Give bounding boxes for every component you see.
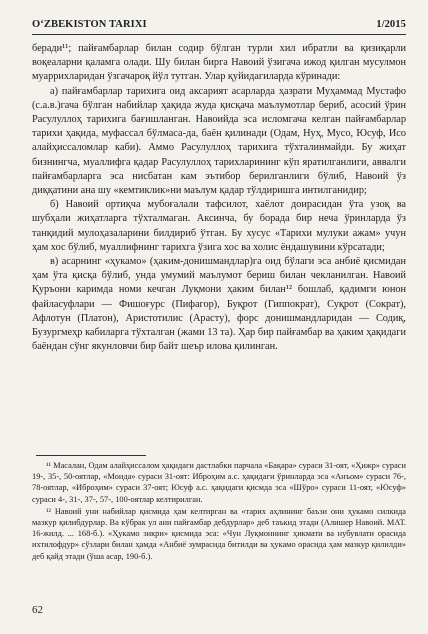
issue-number: 1/2015	[376, 19, 406, 30]
paragraph-a: а) пайғамбарлар тарихига оид аксарият асарларда ҳазрати Муҳаммад Мустафо (с.а.в.)гача бўлган набийлар ҳақида жуда қисқача маълумотлар бериб, асосий ўрин Расулуллоҳ тарихига бағишланган. Навоийда эса исломгача келган пайғамбарлар тарихи ҳақида, муфассал бўлмаса-да, баён қилинади (Одам, Нуҳ, Мусо, Юсуф, Исо алайҳиссаломлар каби). Аммо Расулуллоҳ тарихига тўхталинмайди. Бу жиҳат бизнингча, муаллифга қадар Расулуллоҳ тарихларининг кўп яратилганлиги, аввалги пайғамбарларга эса нисбатан кам эътибор берилганлиги бўлиб, Навоий ўз диққатини ана шу «кемтиклик»ни маълум қадар тўлдиришга интилганидир;	[32, 85, 406, 197]
running-header	[32, 18, 406, 35]
paragraph-b: б) Навоий ортиқча мубоғалали тафсилот, хаёлот доирасидан ўта узоқ ва шубҳали жиҳатларга тўхталмаган. Аксинча, бу борада бир неча ўринларда ўз танқидий мулоҳазаларини билдириб ўтган. Бу хусус «Тарихи мулуки ажам» учун ҳам хос бўлиб, муаллифнинг тарихга ўзига хос ва холис ёндашувини кўрсатади;	[32, 199, 406, 253]
page-number: 62	[32, 604, 43, 616]
main-text	[32, 42, 406, 354]
paragraph-1: беради¹¹; пайғамбарлар билан содир бўлган турли хил ибратли ва қизиқарли воқеаларни қаламга олади. Шу билан бирга Навоий ўзигача ижод қилган мусулмон муаррихларидан ўзгачароқ йўл тутган. Улар қуйидагиларда кўринади:	[32, 43, 406, 83]
footnotes	[32, 460, 406, 563]
journal-title: O‘ZBEKISTON TARIXI	[32, 19, 147, 30]
paragraph-v: в) асарнинг «ҳукамо» (ҳаким-донишмандлар)га оид бўлаги эса анбиё қисмидан ҳам ўта қисқа бўлиб, унда умумий маълумот бериш билан чекланилган. Навоий Қуръони каримда номи кечган Луқмони ҳаким билан¹² бошлаб, қадимги юнон файласуфлари — Фишоғурс (Пифагор), Буқрот (Гиппократ), Суқрот (Сократ), Афлотун (Платон), Аристотилис (Арасту), форс донишмандларидан — Содиқ, Бузургмеҳр кабиларга тўхталган (жами 13 та). Ҳар бир пайғамбар ва ҳаким ҳақидаги баёндан сўнг якунловчи бир байт шеър илова қилинган.	[32, 256, 406, 353]
footnote-12: ¹² Навоий уни набийлар қисмида ҳам келтирган ва «тарих аҳлининг баъзи они ҳукамо силкида мазкур қилибдурлар. Ва кўбрак ул ани пайғамбар дебдурлар» деб таъкид этади (Алишер Навоий. МАТ. 16-жилд. ... 168-б.). «Ҳукамо зикри» қисмида эса: «Чун Луқмоннинг ҳикмати ва нубувлати орасида ихтилофдур» сўзлари билан ҳамда «Анбиё зумрасида битилди ва ҳукамо орасида ҳам мазкур қилилди» деб қайд этади (ўша асар, 190-б.).	[32, 506, 406, 561]
footnote-11: ¹¹ Масалан, Одам алайҳиссалом ҳақидаги дастлабки парчала «Бақара» сураси 31-оят, «Ҳижр» сураси 19-, 35-, 50-оятлар, «Моида» сураси 31-оят: Иброҳим а.с. ҳақидаги ўринларда эса «Анъом» сураси 76-, 78-оятлар, «Иброҳим» сураси 37-оят; Юсуф а.с. ҳақидаги қисмда эса «Шўро» сураси 11-оят, «Юсуф» сураси 4-, 31-, 37-, 57-, 100-оятлар келтирилган.	[32, 461, 406, 504]
footnote-separator	[36, 455, 146, 456]
